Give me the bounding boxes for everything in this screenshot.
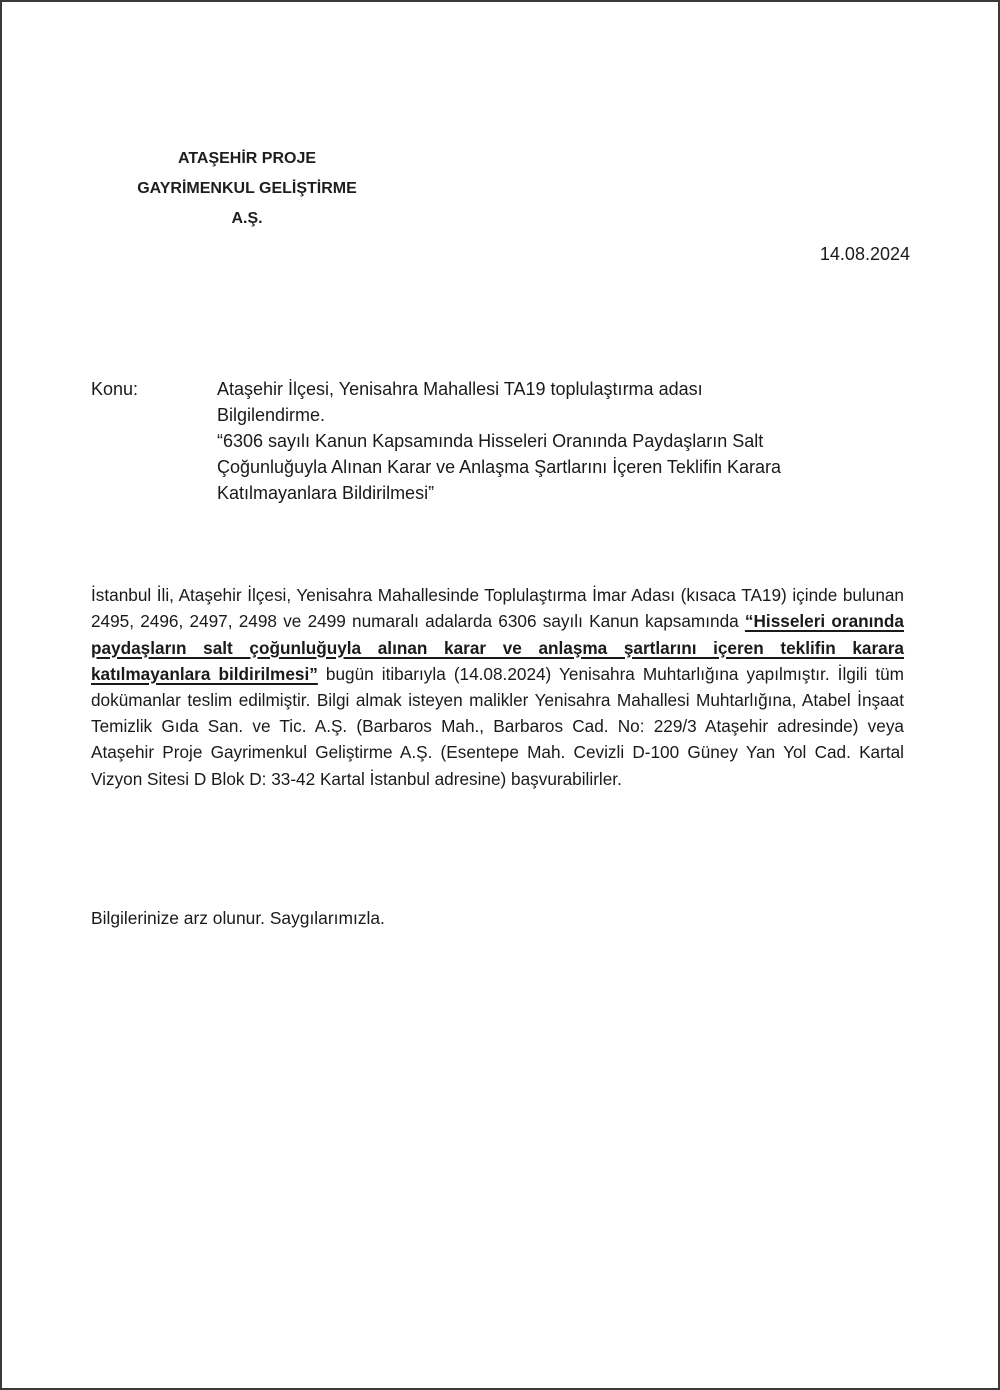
- letter-date: 14.08.2024: [819, 244, 910, 264]
- body-text-intro: İstanbul İli, Ataşehir İlçesi, Yenisahra Mahallesinde Toplulaştırma İmar Adası (kısaca TA19) içinde bulunan 2495, 2496, 2497, 2498 ve 2499 numaralı adalarda 6306 sayılı Kanun kapsamında: [91, 585, 904, 632]
- body-paragraph: [91, 582, 904, 792]
- subject-line: “6306 sayılı Kanun Kapsamında Hisseleri Oranında Paydaşların Salt: [217, 431, 764, 451]
- letterhead-line: A.Ş.: [231, 210, 263, 227]
- letterhead-line: GAYRİMENKUL GELİŞTİRME: [137, 180, 357, 197]
- body-emphasis: “Hisseleri oranında paydaşların salt çoğunluğuyla alınan karar ve anlaşma şartlarını içeren teklifin karara katılmayanlara bildirilmesi”: [91, 611, 904, 684]
- letterhead-line: ATAŞEHİR PROJE: [177, 150, 317, 167]
- subject-line: Katılmayanlara Bildirilmesi”: [217, 483, 435, 503]
- subject-text: [217, 376, 907, 506]
- closing-line: Bilgilerinize arz olunur. Saygılarımızla.: [91, 908, 385, 928]
- subject-label: Konu:: [91, 379, 139, 399]
- body-text-rest: bugün itibarıyla (14.08.2024) Yenisahra Muhtarlığına yapılmıştır. İlgili tüm dokümanlar teslim edilmiştir. Bilgi almak isteyen malikler Yenisahra Mahallesi Muhtarlığına, Atabel İnşaat Temizlik Gıda San. ve Tic. A.Ş. (Barbaros Mah., Barbaros Cad. No: 229/3 Ataşehir adresinde) veya Ataşehir Proje Gayrimenkul Geliştirme A.Ş. (Esentepe Mah. Cevizli D-100 Güney Yan Yol Cad. Kartal Vizyon Sitesi D Blok D: 33-42 Kartal İstanbul adresine) başvurabilirler.: [91, 663, 904, 789]
- subject-line: Çoğunluğuyla Alınan Karar ve Anlaşma Şartlarını İçeren Teklifin Karara: [217, 457, 781, 477]
- subject-line: Bilgilendirme.: [217, 405, 326, 425]
- subject-line: Ataşehir İlçesi, Yenisahra Mahallesi TA19 toplulaştırma adası: [217, 379, 703, 399]
- letterhead-company: [92, 144, 402, 234]
